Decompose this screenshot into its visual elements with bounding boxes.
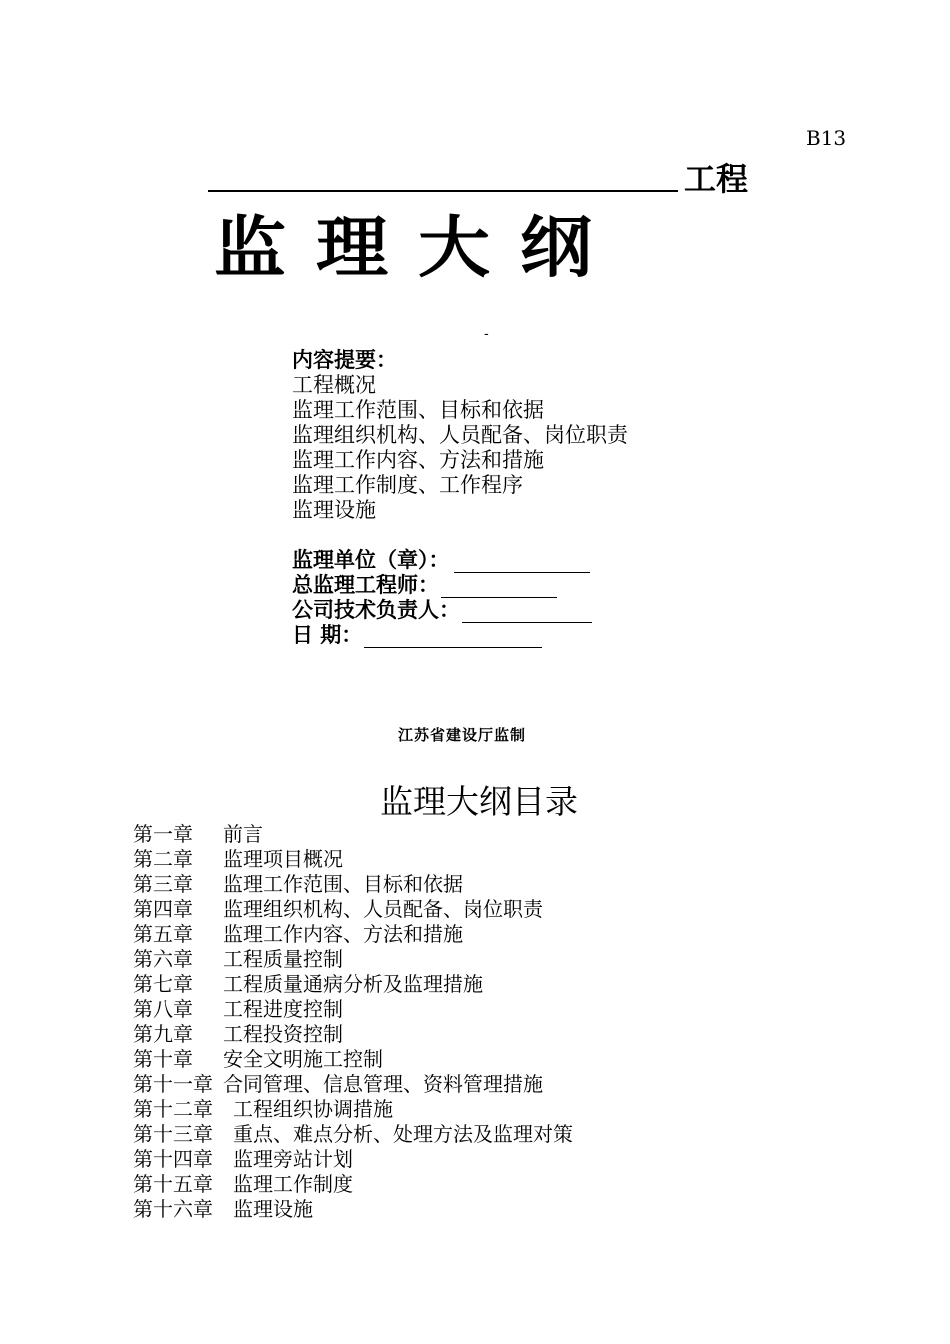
toc-chapter-title: 监理项目概况 xyxy=(223,847,343,871)
project-name-blank xyxy=(208,190,678,192)
summary-item: 监理工作范围、目标和依据 xyxy=(292,398,544,422)
toc-entry xyxy=(133,947,573,972)
signature-label: 日 期： xyxy=(292,623,363,647)
toc-chapter-title: 监理工作内容、方法和措施 xyxy=(223,922,463,946)
summary-item: 监理设施 xyxy=(292,498,376,522)
toc-chapter-title: 工程质量控制 xyxy=(223,947,343,971)
toc-chapter-title: 监理组织机构、人员配备、岗位职责 xyxy=(223,897,543,921)
toc-entry xyxy=(133,1072,573,1097)
signature-row xyxy=(292,548,592,573)
toc-chapter-number: 第十五章 xyxy=(133,1172,213,1196)
toc-chapter-number: 第二章 xyxy=(133,847,193,871)
toc-chapter-number: 第九章 xyxy=(133,1022,193,1046)
toc-entry xyxy=(133,897,573,922)
toc-chapter-title: 监理设施 xyxy=(233,1197,313,1221)
toc-chapter-title: 监理工作制度 xyxy=(233,1172,353,1196)
toc-chapter-number: 第三章 xyxy=(133,872,193,896)
toc-entry xyxy=(133,1022,573,1047)
signature-blank xyxy=(441,577,557,598)
toc-chapter-number: 第十三章 xyxy=(133,1122,213,1146)
toc-chapter-number: 第六章 xyxy=(133,947,193,971)
toc-entry xyxy=(133,1172,573,1197)
toc-entry xyxy=(133,922,573,947)
toc-entry xyxy=(133,1047,573,1072)
summary-heading: 内容提要： xyxy=(292,348,397,372)
issuer: 江苏省建设厅监制 xyxy=(398,726,527,744)
toc-chapter-title: 工程质量通病分析及监理措施 xyxy=(223,972,483,996)
signature-label: 总监理工程师： xyxy=(292,573,439,597)
toc-title: 监理大纲目录 xyxy=(380,782,578,821)
project-suffix: 工程 xyxy=(684,160,749,198)
signature-blank xyxy=(364,627,542,648)
summary-item: 监理工作内容、方法和措施 xyxy=(292,448,544,472)
toc-chapter-number: 第八章 xyxy=(133,997,193,1021)
content-summary xyxy=(292,348,628,523)
dash-mark: - xyxy=(484,326,489,342)
signature-block xyxy=(292,548,592,648)
toc-chapter-number: 第十六章 xyxy=(133,1197,213,1221)
toc-entry xyxy=(133,972,573,997)
signature-label: 监理单位（章）： xyxy=(292,548,450,572)
toc-chapter-number: 第十章 xyxy=(133,1047,193,1071)
toc-entry xyxy=(133,997,573,1022)
toc-chapter-title: 工程组织协调措施 xyxy=(233,1097,393,1121)
toc-chapter-number: 第十四章 xyxy=(133,1147,213,1171)
toc-entry xyxy=(133,1122,573,1147)
toc-chapter-number: 第十二章 xyxy=(133,1097,213,1121)
toc-entry xyxy=(133,847,573,872)
toc-entry xyxy=(133,1097,573,1122)
table-of-contents xyxy=(133,822,573,1222)
signature-row xyxy=(292,573,592,598)
main-title: 监理大纲 xyxy=(214,208,623,286)
signature-blank xyxy=(462,602,592,623)
summary-item: 监理组织机构、人员配备、岗位职责 xyxy=(292,423,628,447)
toc-chapter-title: 监理旁站计划 xyxy=(233,1147,353,1171)
toc-chapter-number: 第五章 xyxy=(133,922,193,946)
toc-entry xyxy=(133,1197,573,1222)
signature-row xyxy=(292,598,592,623)
toc-chapter-number: 第一章 xyxy=(133,822,193,846)
toc-chapter-number: 第七章 xyxy=(133,972,193,996)
signature-row xyxy=(292,623,592,648)
toc-chapter-title: 安全文明施工控制 xyxy=(223,1047,383,1071)
toc-chapter-title: 合同管理、信息管理、资料管理措施 xyxy=(223,1072,543,1096)
document-code: B13 xyxy=(806,126,847,150)
summary-item: 监理工作制度、工作程序 xyxy=(292,473,523,497)
toc-chapter-title: 重点、难点分析、处理方法及监理对策 xyxy=(233,1122,573,1146)
toc-entry xyxy=(133,872,573,897)
signature-label: 公司技术负责人： xyxy=(292,598,460,622)
toc-entry xyxy=(133,1147,573,1172)
toc-chapter-title: 监理工作范围、目标和依据 xyxy=(223,872,463,896)
toc-chapter-title: 前言 xyxy=(223,822,263,846)
toc-chapter-number: 第四章 xyxy=(133,897,193,921)
signature-blank xyxy=(454,552,590,573)
summary-item: 工程概况 xyxy=(292,373,376,397)
toc-chapter-title: 工程投资控制 xyxy=(223,1022,343,1046)
toc-chapter-number: 第十一章 xyxy=(133,1072,213,1096)
toc-entry xyxy=(133,822,573,847)
toc-chapter-title: 工程进度控制 xyxy=(223,997,343,1021)
